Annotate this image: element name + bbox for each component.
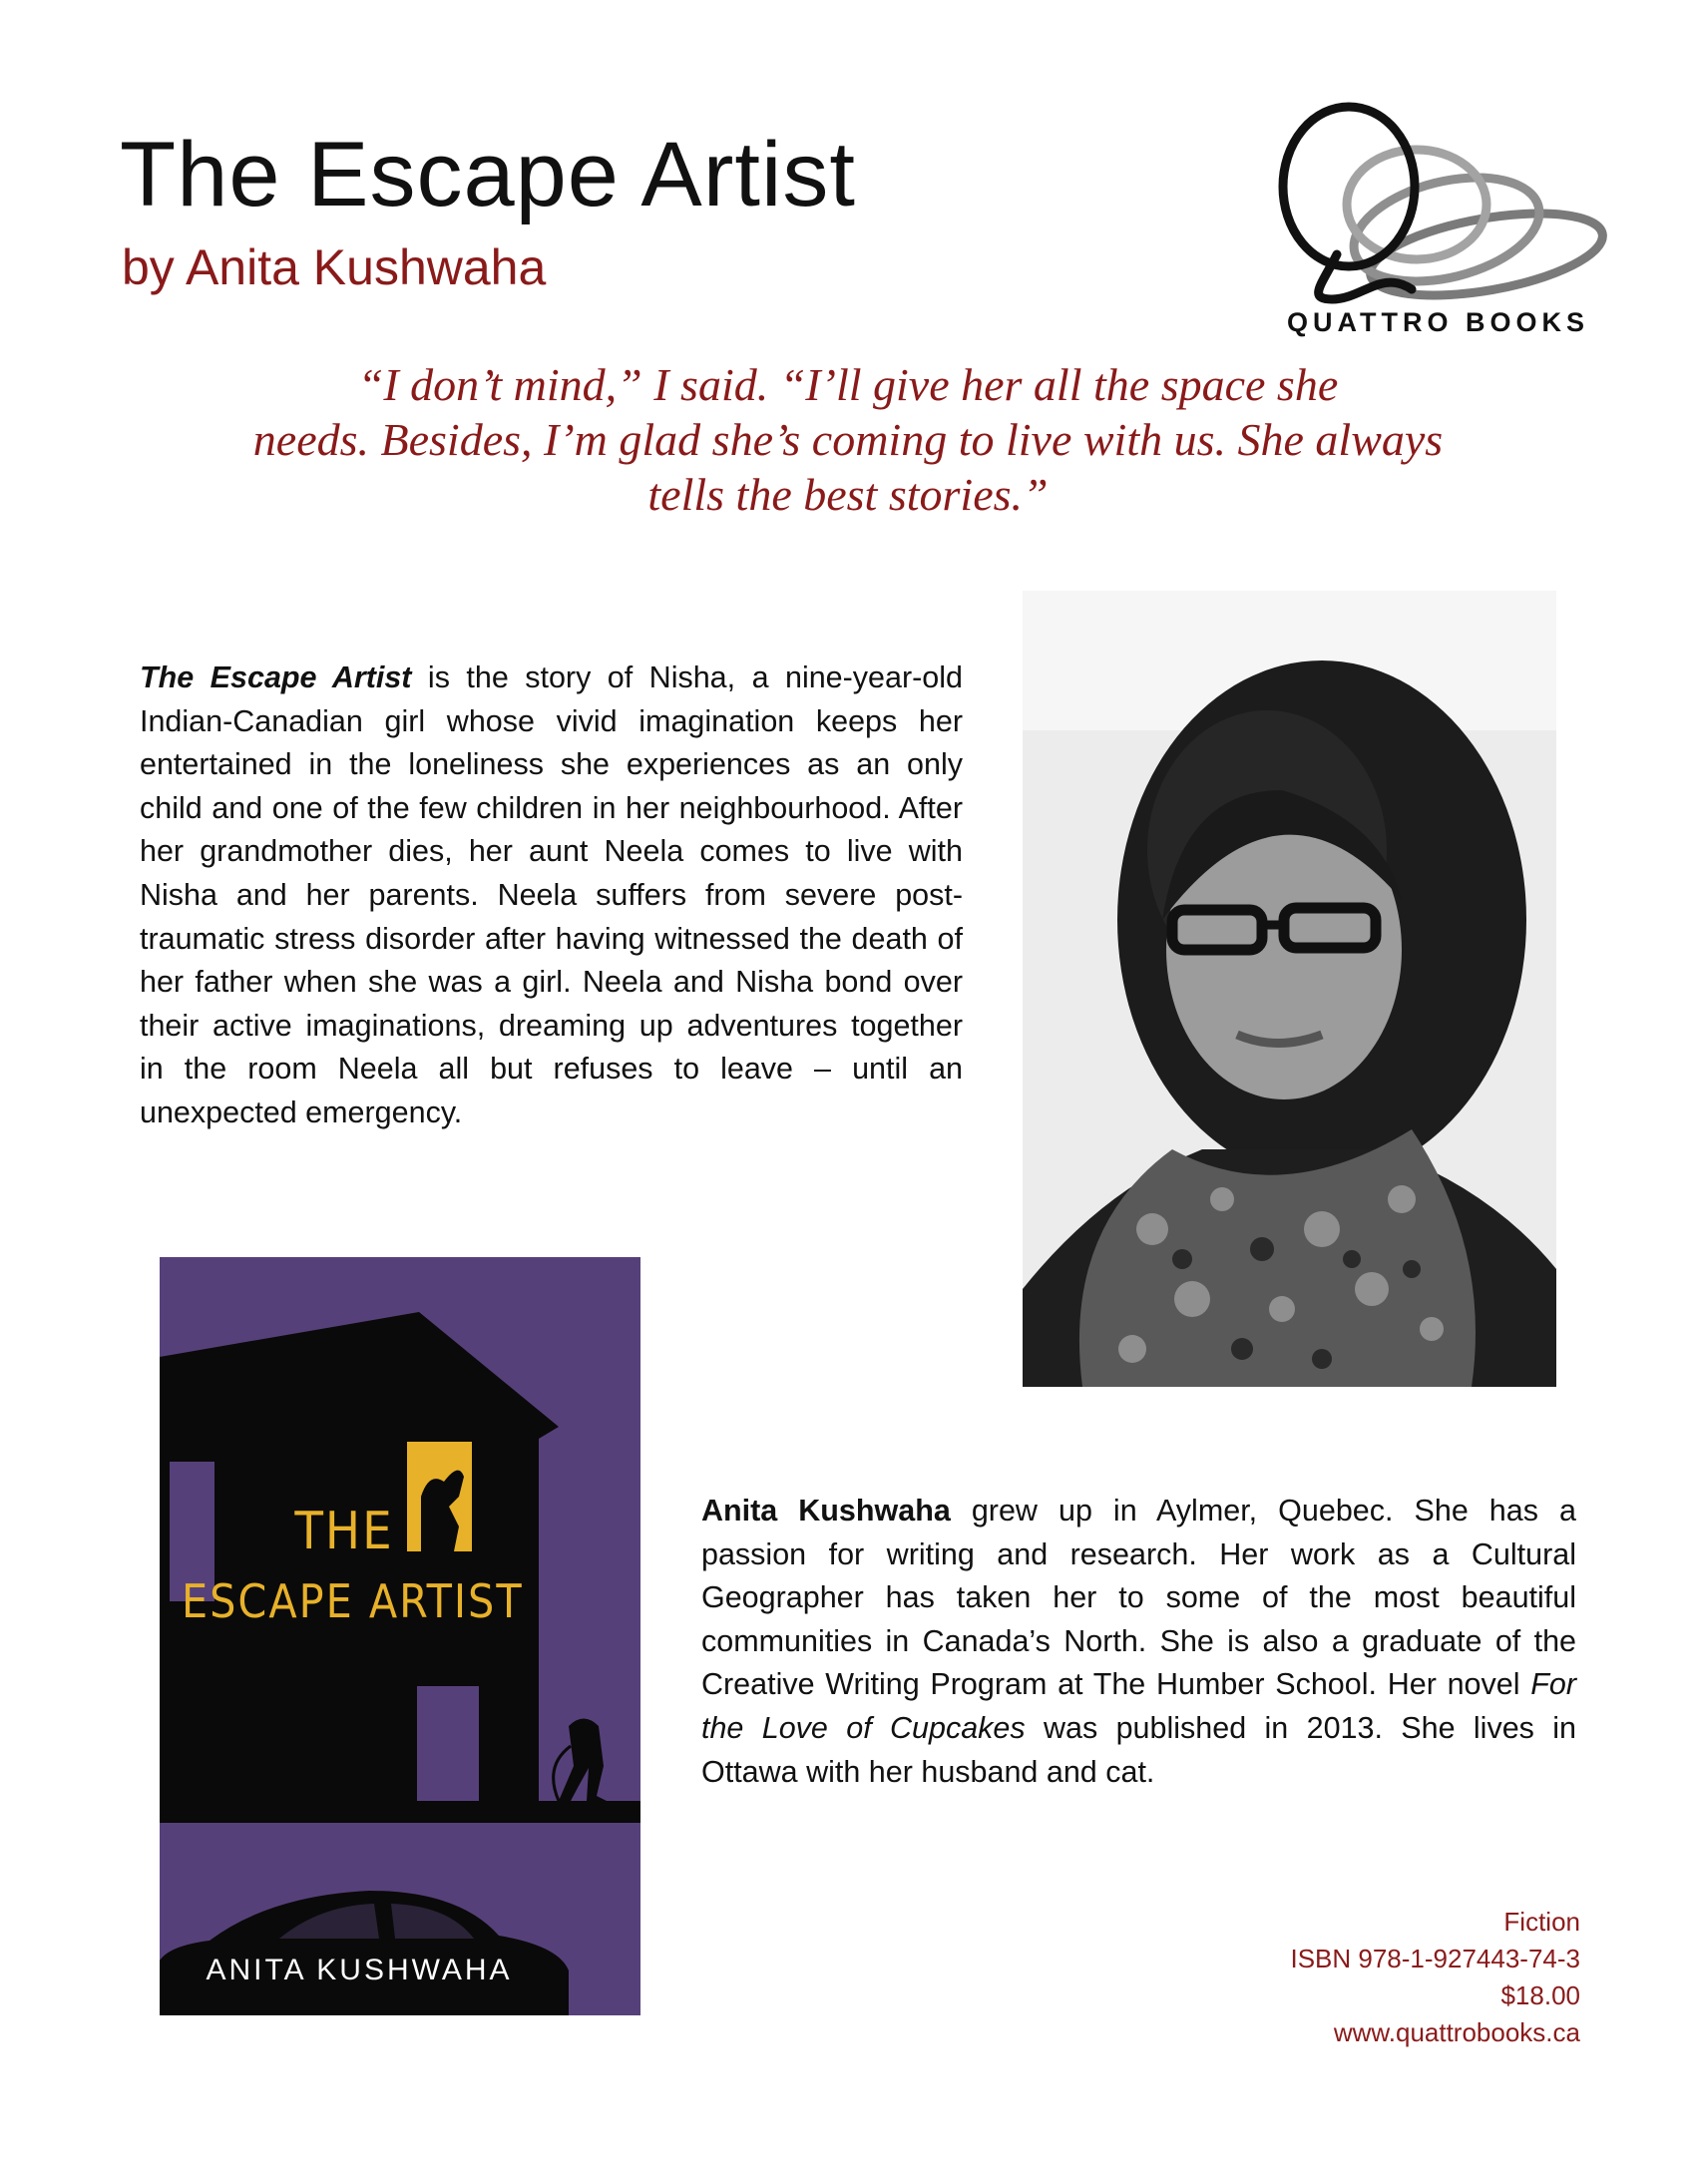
quote-line: needs. Besides, I’m glad she’s coming to live with us. She always <box>252 414 1444 465</box>
book-cover <box>160 1257 640 2015</box>
bio-prior-book: For the Love of Cupcakes <box>701 1667 1576 1745</box>
author-byline: by Anita Kushwaha <box>122 239 547 295</box>
cover-author: ANITA KUSHWAHA <box>206 1954 513 1986</box>
pull-quote <box>170 357 1526 522</box>
cover-title-line2: ESCAPE ARTIST <box>182 1574 524 1628</box>
bio-text-before: grew up in Aylmer, Quebec. She has a passion for writing and research. Her work as a Cultural Geographer has taken her to some of the most beautiful communities in Canada’s North. She is also a graduate of the Creative Writing Program at The Humber School. Her novel <box>701 1494 1576 1702</box>
isbn: ISBN 978-1-927443-74-3 <box>1290 1944 1580 1973</box>
cover-title-line1: THE <box>294 1502 394 1561</box>
bio-author-name: Anita Kushwaha <box>701 1494 951 1528</box>
author-bio <box>701 1490 1576 1794</box>
book-title: The Escape Artist <box>120 124 856 225</box>
genre: Fiction <box>1503 1907 1580 1937</box>
book-summary <box>140 656 963 1135</box>
summary-text: is the story of Nisha, a nine-year-old Indian-Canadian girl whose vivid imagination keeps her entertained in the loneliness she experiences as an only child and one of the few children in her neighbourhood. After her grandmother dies, her aunt Neela comes to live with Nisha and her parents. Neela suffers from severe post-traumatic stress disorder after having witnessed the death of her father when she was a girl. Neela and Nisha bond over their active imaginations, dreaming up adventures together in the room Neela all but refuses to leave – until an unexpected emergency. <box>140 660 963 1129</box>
summary-book-title: The Escape Artist <box>140 660 412 694</box>
price: $18.00 <box>1500 1980 1580 2010</box>
book-metadata <box>1290 1904 1580 2051</box>
quote-line: “I don’t mind,” I said. “I’ll give her all the space she <box>357 359 1339 410</box>
website-link[interactable]: www.quattrobooks.ca <box>1333 2017 1580 2047</box>
publisher-name: QUATTRO BOOKS <box>1287 307 1589 337</box>
author-photo <box>1023 591 1556 1387</box>
bio-text-after: was published in 2013. She lives in Ottawa with her husband and cat. <box>701 1710 1576 1789</box>
cover-art <box>160 1257 640 2015</box>
quote-line: tells the best stories.” <box>647 469 1049 520</box>
